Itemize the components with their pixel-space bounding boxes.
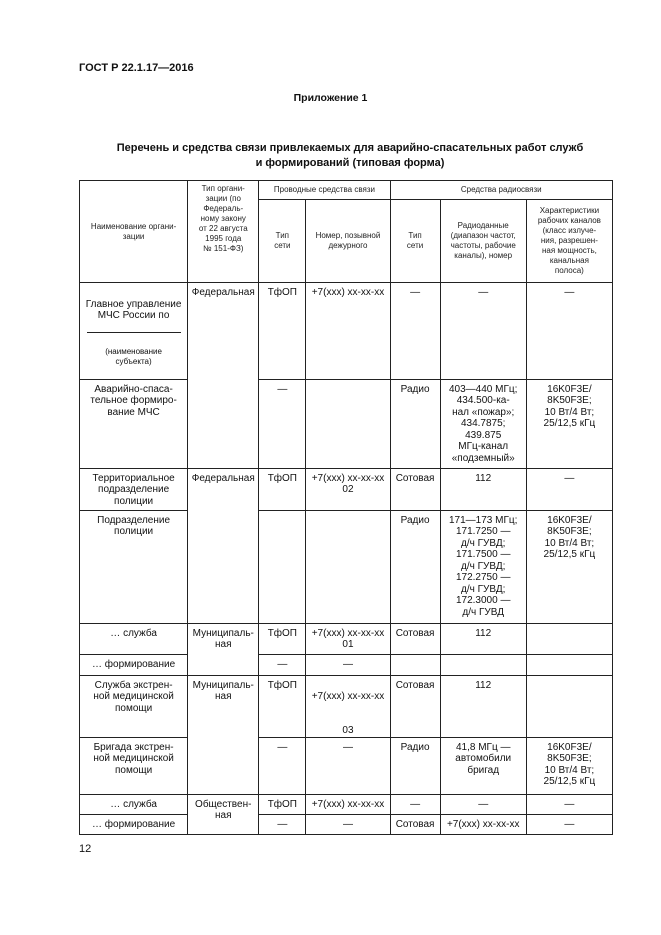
- page-number: 12: [79, 843, 92, 855]
- spacer: [308, 703, 387, 714]
- header-radio-characteristics: Характеристики рабочих каналов (класс излуче- ния, разрешен- ная мощность, канальная полоса): [526, 200, 612, 283]
- fill-in-line: [87, 324, 181, 333]
- cell-organization-name: [80, 283, 188, 380]
- cell-wired-number: +7(xxx) xx-xx-xx: [306, 283, 390, 380]
- wired-number-extension: 03: [342, 725, 354, 736]
- cell-wired-network-type: ТфОП: [259, 623, 306, 654]
- cell-radio-characteristics: [526, 675, 612, 737]
- cell-wired-number: —: [306, 814, 390, 834]
- table-row: [80, 283, 613, 380]
- cell-wired-network-type: ТфОП: [259, 794, 306, 814]
- cell-radio-data: —: [440, 283, 526, 380]
- cell-organization-name: Подразделение полиции: [80, 510, 188, 623]
- cell-radio-characteristics: —: [526, 794, 612, 814]
- cell-organization-type: Муниципаль- ная: [188, 623, 259, 675]
- table-row: [80, 468, 613, 510]
- cell-radio-characteristics: [526, 654, 612, 675]
- table-row: [80, 510, 613, 623]
- cell-wired-number: —: [306, 654, 390, 675]
- document-title: [100, 141, 600, 171]
- cell-wired-network-type: [259, 510, 306, 623]
- cell-organization-name: Территориальное подразделение полиции: [80, 468, 188, 510]
- cell-radio-data: +7(xxx) xx-xx-xx: [440, 814, 526, 834]
- cell-organization-type: Муниципаль- ная: [188, 675, 259, 794]
- cell-organization-type: Федеральная: [188, 468, 259, 623]
- cell-wired-network-type: ТфОП: [259, 675, 306, 737]
- cell-wired-number: [306, 675, 390, 737]
- header-wired-group: Проводные средства связи: [259, 181, 390, 200]
- cell-radio-network-type: Сотовая: [390, 675, 440, 737]
- cell-radio-characteristics: 16K0F3E/ 8K50F3E; 10 Вт/4 Вт; 25/12,5 кГц: [526, 737, 612, 794]
- cell-radio-network-type: Сотовая: [390, 814, 440, 834]
- cell-wired-network-type: ТфОП: [259, 283, 306, 380]
- cell-radio-network-type: [390, 654, 440, 675]
- header-organization-type: Тип органи- зации (по Федераль- ному закону от 22 августа 1995 года № 151-ФЗ): [188, 181, 259, 283]
- cell-wired-number: +7(xxx) xx-xx-xx 02: [306, 468, 390, 510]
- cell-radio-characteristics: —: [526, 283, 612, 380]
- cell-organization-name: Служба экстрен- ной медицинской помощи: [80, 675, 188, 737]
- cell-wired-number: +7(xxx) xx-xx-xx: [306, 794, 390, 814]
- table-row: [80, 794, 613, 814]
- cell-radio-characteristics: —: [526, 814, 612, 834]
- cell-radio-data: 112: [440, 623, 526, 654]
- header-radio-network-type: Тип сети: [390, 200, 440, 283]
- cell-radio-data: [440, 654, 526, 675]
- cell-radio-data: —: [440, 794, 526, 814]
- cell-organization-name: … служба: [80, 794, 188, 814]
- cell-wired-number: [306, 379, 390, 468]
- appendix-label: Приложение 1: [293, 92, 368, 104]
- wired-number-text: +7(xxx) xx-xx-xx: [311, 691, 385, 702]
- cell-radio-characteristics: 16K0F3E/ 8K50F3E; 10 Вт/4 Вт; 25/12,5 кГц: [526, 379, 612, 468]
- header-wired-network-type: Тип сети: [259, 200, 306, 283]
- cell-organization-type: Обществен- ная: [188, 794, 259, 834]
- cell-radio-characteristics: —: [526, 468, 612, 510]
- cell-organization-name: Бригада экстрен- ной медицинской помощи: [80, 737, 188, 794]
- cell-radio-characteristics: 16K0F3E/ 8K50F3E; 10 Вт/4 Вт; 25/12,5 кГц: [526, 510, 612, 623]
- cell-wired-number: +7(xxx) xx-xx-xx 01: [306, 623, 390, 654]
- cell-organization-name: … формирование: [80, 654, 188, 675]
- table-row: [80, 654, 613, 675]
- cell-wired-network-type: —: [259, 814, 306, 834]
- table-row: [80, 379, 613, 468]
- header-radio-data: Радиоданные (диапазон частот, частоты, рабочие каналы), номер: [440, 200, 526, 283]
- header-wired-number: Номер, позывной дежурного: [306, 200, 390, 283]
- communications-table: [79, 180, 613, 835]
- cell-wired-number: [306, 510, 390, 623]
- table-row: [80, 623, 613, 654]
- table-row: [80, 814, 613, 834]
- table-row: [80, 675, 613, 737]
- organization-name-text: Главное управление МЧС России по: [85, 298, 182, 321]
- cell-organization-type: Федеральная: [188, 283, 259, 469]
- table-row: [80, 737, 613, 794]
- cell-wired-network-type: —: [259, 379, 306, 468]
- cell-wired-network-type: —: [259, 737, 306, 794]
- header-radio-group: Средства радиосвязи: [390, 181, 612, 200]
- cell-organization-name: … формирование: [80, 814, 188, 834]
- cell-radio-data: 171—173 МГц; 171.7250 — д/ч ГУВД; 171.7500 — д/ч ГУВД; 172.2750 — д/ч ГУВД; 172.3000 — д/ч ГУВД: [440, 510, 526, 623]
- cell-radio-network-type: Сотовая: [390, 468, 440, 510]
- cell-radio-characteristics: [526, 623, 612, 654]
- cell-radio-data: 112: [440, 675, 526, 737]
- cell-radio-network-type: Сотовая: [390, 623, 440, 654]
- cell-radio-network-type: —: [390, 794, 440, 814]
- cell-wired-network-type: —: [259, 654, 306, 675]
- subject-name-note: (наименование субъекта): [105, 347, 162, 366]
- cell-organization-name: … служба: [80, 623, 188, 654]
- cell-organization-name: Аварийно-спаса- тельное формиро- вание МЧС: [80, 379, 188, 468]
- document-code: ГОСТ Р 22.1.17—2016: [79, 62, 194, 74]
- header-organization-name: Наименование органи- зации: [80, 181, 188, 283]
- cell-radio-network-type: Радио: [390, 510, 440, 623]
- title-line-2: и формирований (типовая форма): [255, 157, 445, 169]
- cell-radio-data: 112: [440, 468, 526, 510]
- cell-radio-network-type: —: [390, 283, 440, 380]
- cell-wired-network-type: ТфОП: [259, 468, 306, 510]
- cell-radio-data: 403—440 МГц; 434.500-ка- нал «пожар»; 434.7875; 439.875 МГц-канал «подземный»: [440, 379, 526, 468]
- title-line-1: Перечень и средства связи привлекаемых для аварийно-спасательных работ служб: [116, 142, 584, 154]
- cell-radio-network-type: Радио: [390, 379, 440, 468]
- cell-radio-network-type: Радио: [390, 737, 440, 794]
- cell-wired-number: —: [306, 737, 390, 794]
- cell-radio-data: 41,8 МГц — автомобили бригад: [440, 737, 526, 794]
